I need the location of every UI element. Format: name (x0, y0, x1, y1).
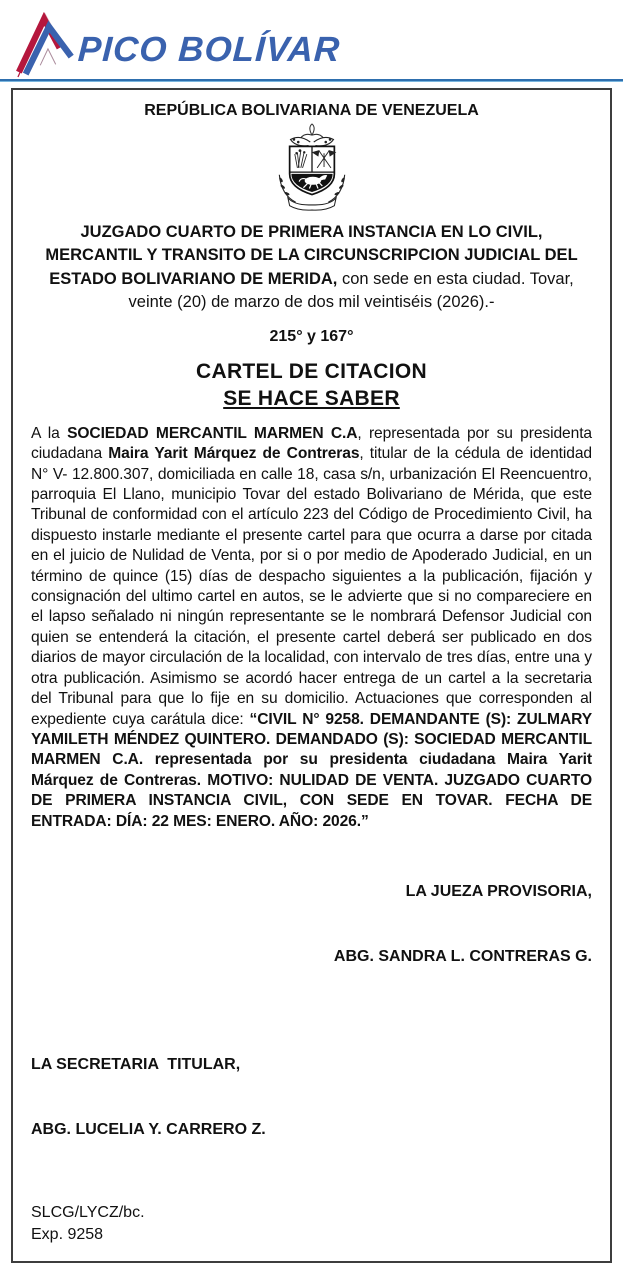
court-heading-bold: JUZGADO CUARTO DE PRIMERA INSTANCIA EN LO CIVIL, MERCANTIL Y TRANSITO DE LA CIRCUNSCRIPCION JUDICIAL DEL ESTADO BOLIVARIANO DE MERIDA, (45, 223, 578, 288)
notice-footer (31, 1202, 592, 1247)
notice-title: CARTEL DE CITACION (196, 359, 427, 383)
judge-title: LA JUEZA PROVISORIA, (405, 883, 592, 901)
court-heading-regular: con sede en esta ciudad. Tovar, veinte (20) de marzo de dos mil veintiséis (2026).- (128, 269, 574, 312)
secretary-signature-block (31, 1011, 592, 1184)
secretary-name: ABG. LUCELIA Y. CARRERO Z. (31, 1120, 266, 1138)
anniversary-line: 215° y 167° (269, 327, 354, 345)
notice-subtitle: SE HACE SABER (223, 386, 400, 410)
body-president-name: Maira Yarit Márquez de Contreras (108, 445, 360, 463)
body-company-name: SOCIEDAD MERCANTIL MARMEN C.A (67, 424, 358, 442)
logo-text: PICO BOLÍVAR (77, 30, 342, 69)
court-heading (31, 221, 592, 315)
body-case-caption: “CIVIL N° 9258. DEMANDANTE (S): ZULMARY YAMILETH MÉNDEZ QUINTERO. DEMANDADO (S): SOCIEDAD MERCANTIL MARMEN C.A. representada por su presidenta ciudadana Maira Yarit Márquez de Contreras. MOTIVO: NULIDAD DE VENTA. JUZGADO CUARTO DE PRIMERA INSTANCIA CIVIL, CON SEDE EN TOVAR. FECHA DE ENTRADA: DÍA: 22 MES: ENERO. AÑO: 2026.” (31, 710, 592, 830)
masthead (0, 0, 623, 74)
judge-name: ABG. SANDRA L. CONTRERAS G. (333, 948, 592, 966)
expedient-number: Exp. 9258 (31, 1226, 104, 1244)
body-main-text: , titular de la cédula de identidad N° V- 12.800.307, domiciliada en calle 18, casa s/n, urbanización El Reencuentro, parroquia El Llano, municipio Tovar del estado Bolivariano de Mérida, que este Tribunal de conformidad con el artículo 223 del Código de Procedimiento Civil, ha dispuesto instarle mediante el presente cartel para que ocurra a darse por citada en el juicio de Nulidad de Venta, por si o por medio de Apoderado Judicial, en un término de quince (15) días de despacho siguientes a la publicación, fijación y consignación del ultimo cartel en autos, se le advierte que si no compareciere en el lapso señalado ni ningún representante se le nombrará Defensor Judicial con quien se entenderá la citación, el presente cartel deberá ser publicado en dos diarios de mayor circulación de la localidad, con intervalo de tres días, entre una y otra publicación. Asimismo se acordó hacer entrega de un cartel a la secretaria del Tribunal para que lo fije en su domicilio. Actuaciones que corresponden al expediente cuya carátula dice: (31, 445, 592, 728)
masthead-divider (0, 79, 623, 82)
venezuela-coat-of-arms-icon (269, 122, 355, 212)
body-represented-by: , representada por su presidenta ciudadana (31, 424, 593, 463)
pico-bolivar-mountain-logo-icon (16, 12, 78, 78)
venezuela-coat-of-arms (31, 122, 592, 217)
body-intro: A la (31, 424, 68, 442)
initials-line: SLCG/LYCZ/bc. (31, 1203, 145, 1221)
secretary-title: LA SECRETARIA TITULAR, (31, 1056, 241, 1074)
notice-body (31, 424, 592, 832)
citation-notice (11, 88, 612, 1263)
republic-title: REPÚBLICA BOLIVARIANA DE VENEZUELA (144, 102, 479, 119)
judge-signature-block (31, 838, 592, 1011)
